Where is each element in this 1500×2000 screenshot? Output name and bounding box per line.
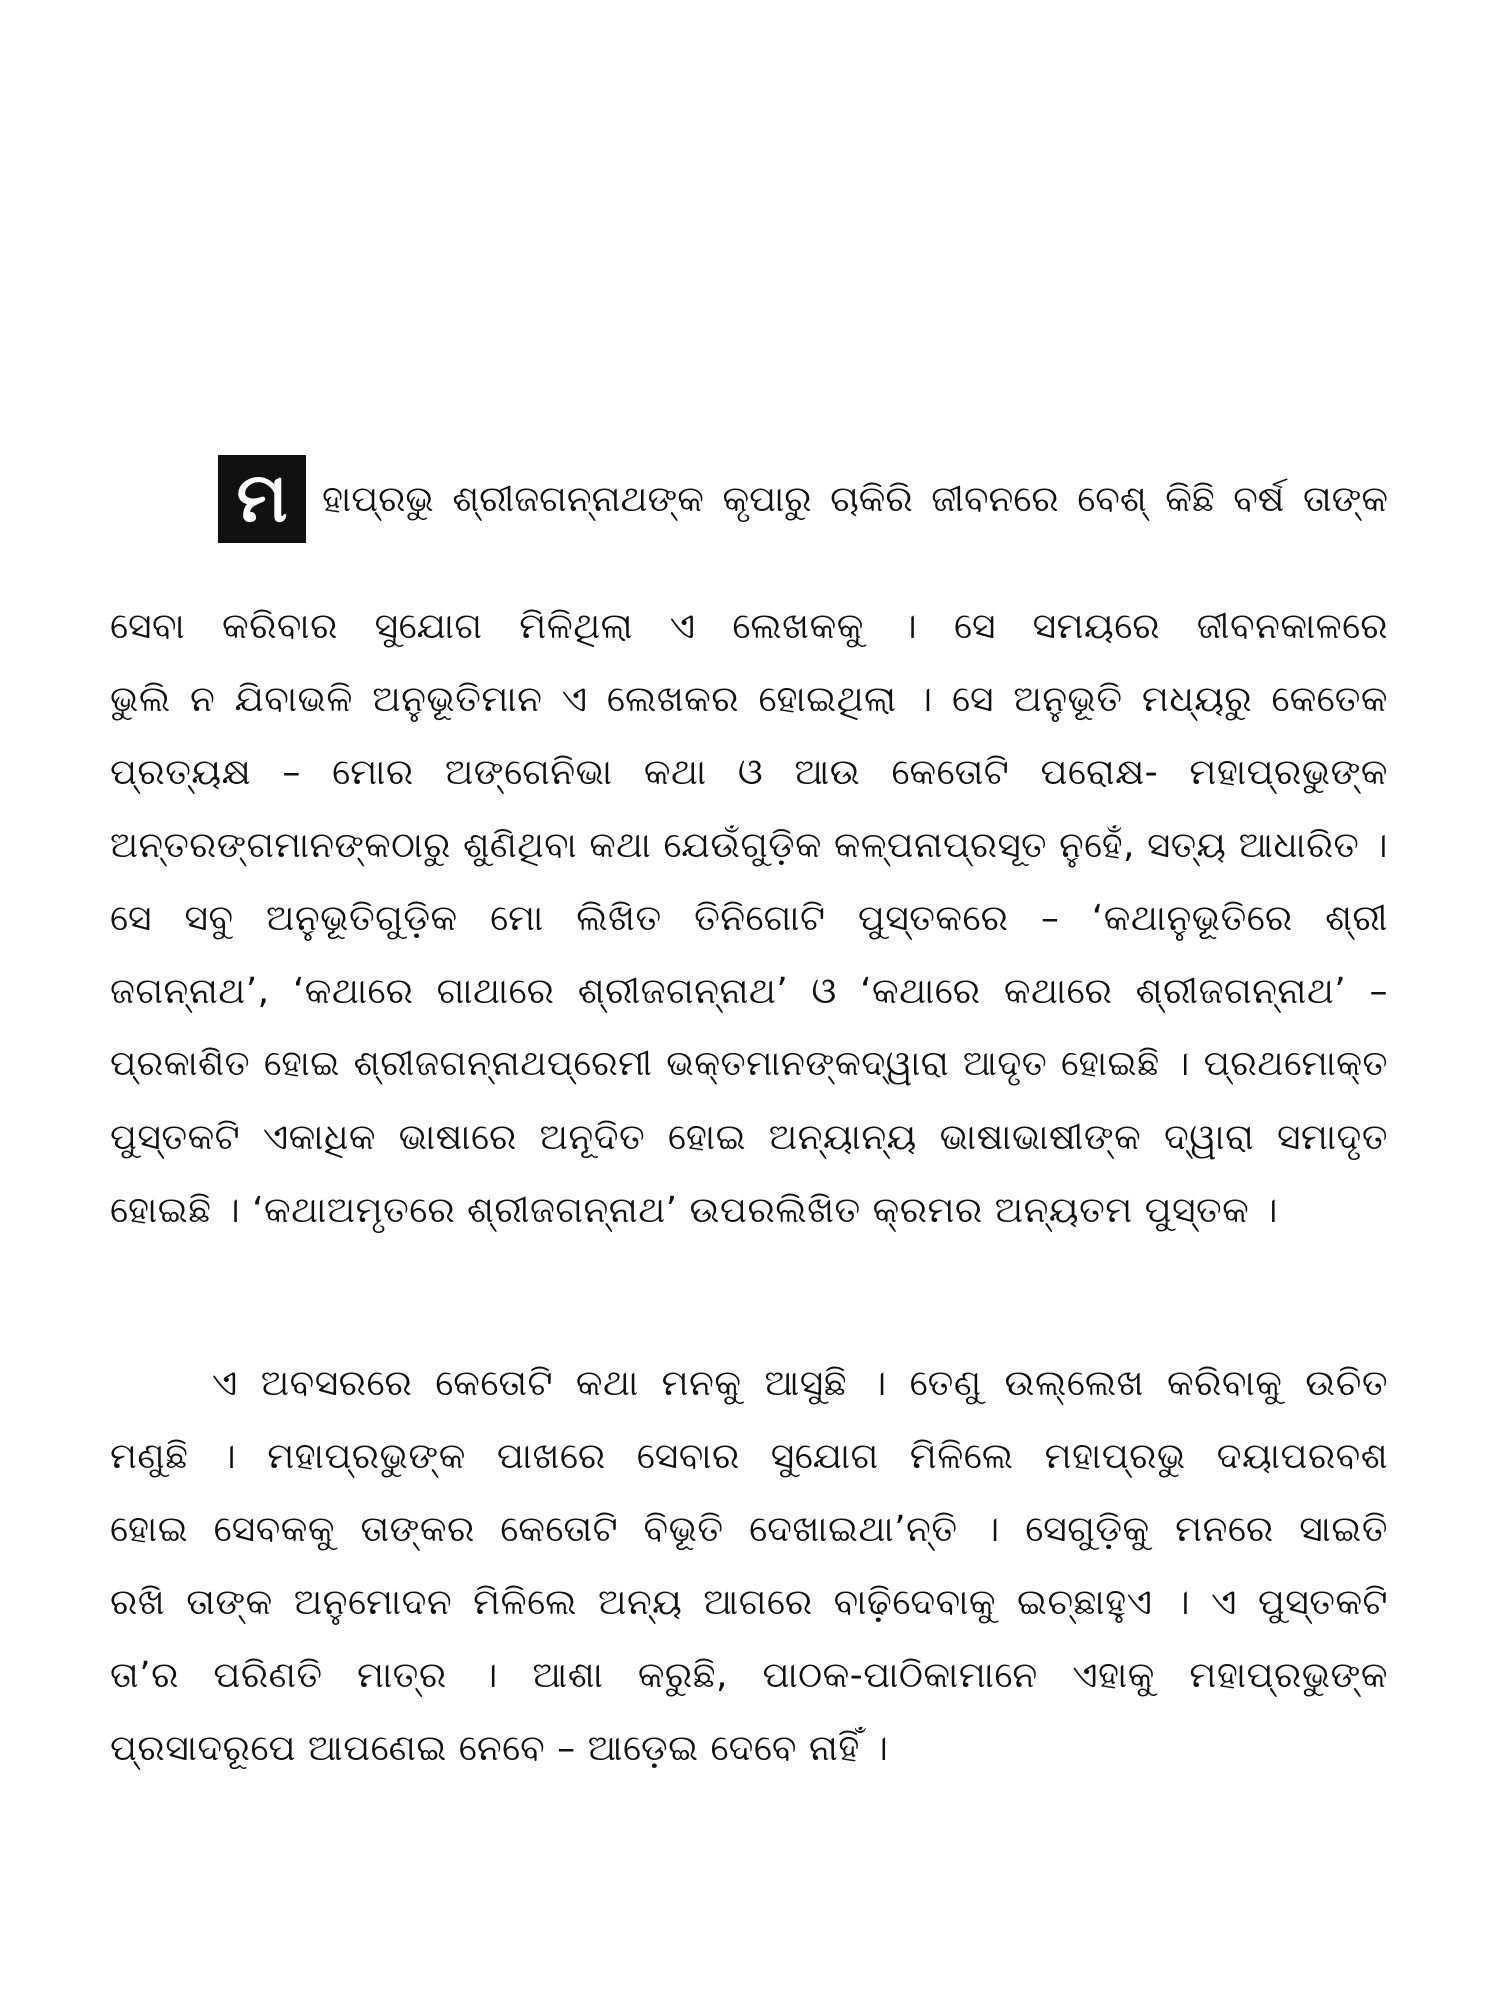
first-line-row (110, 455, 1388, 545)
text-line: ଭୁଲି ନ ଯିବାଭଳି ଅନୁଭୂତିମାନ ଏ ଲେଖକର ହୋଇଥିଲା । ସେ ଅନୁଭୂତି ମଧ୍ୟରୁ କେତେକ (110, 679, 1388, 720)
drop-cap: ମ (218, 455, 306, 543)
paragraph-1-first-line: ହାପ୍ରଭୁ ଶ୍ରୀଜଗନ୍ନାଥଙ୍କ କୃପାରୁ ଚାକିରି ଜୀବନରେ ବେଶ୍ କିଛି ବର୍ଷ ତାଙ୍କ (322, 479, 1388, 520)
text-line: ପୁସ୍ତକଟି ଏକାଧିକ ଭାଷାରେ ଅନୂଦିତ ହୋଇ ଅନ୍ୟାନ୍ୟ ଭାଷାଭାଷୀଙ୍କ ଦ୍ୱାରା ସମାଦୃତ (110, 1117, 1388, 1158)
text-line: ହୋଇଛି । ‘କଥାଅମୃତରେ ଶ୍ରୀଜଗନ୍ନାଥ’ ଉପରଲିଖିତ କ୍ରମର ଅନ୍ୟତମ ପୁସ୍ତକ । (110, 1190, 1278, 1231)
text-line: ସେବା କରିବାର ସୁଯୋଗ ମିଳିଥିଲା ଏ ଲେଖକକୁ । ସେ ସମୟରେ ଜୀବନକାଳରେ (110, 606, 1388, 647)
paragraph-1 (110, 590, 1388, 1247)
text-line: ଜଗନ୍ନାଥ’, ‘କଥାରେ ଗାଥାରେ ଶ୍ରୀଜଗନ୍ନାଥ’ ଓ ‘କଥାରେ କଥାରେ ଶ୍ରୀଜଗନ୍ନାଥ’ – (110, 971, 1388, 1012)
text-line: ଏ ଅବସରରେ କେତୋଟି କଥା ମନକୁ ଆସୁଛି । ତେଣୁ ଉଲ୍ଲେଖ କରିବାକୁ ଉଚିତ (212, 1363, 1388, 1404)
text-line: ପ୍ରସାଦରୂପେ ଆପଣେଇ ନେବେ – ଆଡ଼େଇ ଦେବେ ନାହିଁ । (110, 1728, 889, 1769)
text-line: ସେ ସବୁ ଅନୁଭୂତିଗୁଡ଼ିକ ମୋ ଲିଖିତ ତିନିଗୋଟି ପୁସ୍ତକରେ – ‘କଥାନୁଭୂତିରେ ଶ୍ରୀ (110, 898, 1388, 939)
text-line: ରଖି ତାଙ୍କ ଅନୁମୋଦନ ମିଳିଲେ ଅନ୍ୟ ଆଗରେ ବାଢ଼ିଦେବାକୁ ଇଚ୍ଛାହୁଏ । ଏ ପୁସ୍ତକଟି (110, 1582, 1388, 1623)
text-line: ପ୍ରକାଶିତ ହୋଇ ଶ୍ରୀଜଗନ୍ନାଥପ୍ରେମୀ ଭକ୍ତମାନଙ୍କଦ୍ୱାରା ଆଦୃତ ହୋଇଛି । ପ୍ରଥମୋକ୍ତ (110, 1044, 1388, 1084)
text-line: ଅନ୍ତରଙ୍ଗମାନଙ୍କଠାରୁ ଶୁଣିଥିବା କଥା ଯେଉଁଗୁଡ଼ିକ କଳ୍ପନାପ୍ରସୂତ ନୁହେଁ, ସତ୍ୟ ଆଧାରିତ । (110, 825, 1388, 866)
text-line: ତା’ର ପରିଣତି ମାତ୍ର । ଆଶା କରୁଛି, ପାଠକ-ପାଠିକାମାନେ ଏହାକୁ ମହାପ୍ରଭୁଙ୍କ (110, 1655, 1388, 1696)
text-line: ମଣୁଛି । ମହାପ୍ରଭୁଙ୍କ ପାଖରେ ସେବାର ସୁଯୋଗ ମିଳିଲେ ମହାପ୍ରଭୁ ଦୟାପରବଶ (110, 1436, 1388, 1477)
text-line: ହୋଇ ସେବକକୁ ତାଙ୍କର କେତୋଟି ବିଭୂତି ଦେଖାଇଥା’ନ୍ତି । ସେଗୁଡ଼ିକୁ ମନରେ ସାଇତି (110, 1509, 1388, 1550)
paragraph-2 (110, 1347, 1388, 1785)
text-line: ପ୍ରତ୍ୟକ୍ଷ – ମୋର ଅଙ୍ଗେନିଭା କଥା ଓ ଆଉ କେତୋଟି ପରୋକ୍ଷ- ମହାପ୍ରଭୁଙ୍କ (110, 752, 1388, 793)
